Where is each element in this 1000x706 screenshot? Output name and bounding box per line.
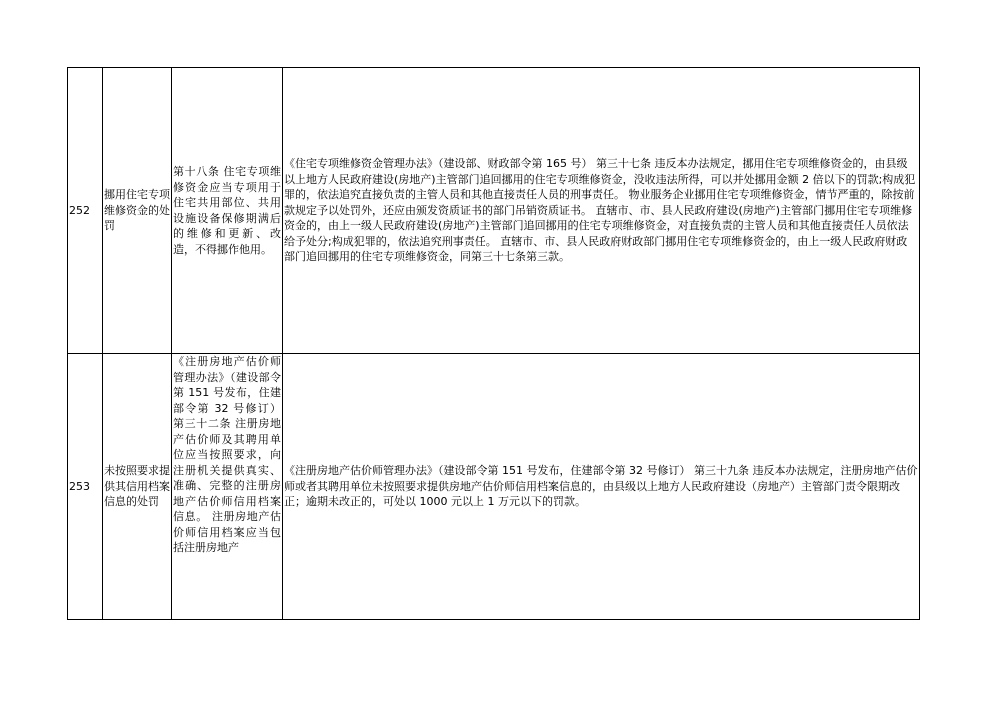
item-name: 未按照要求提供其信用档案信息的处罚 <box>103 354 172 620</box>
penalty-basis: 《住宅专项维修资金管理办法》（建设部、财政部令第 165 号） 第三十七条 违反本办法规定，挪用住宅专项维修资金的，由县级以上地方人民政府建设(房地产)主管部门追回挪用的住宅专项维修资金，没收违法所得，可以并处挪用金额 2 倍以下的罚款;构成犯罪的，依法追究直接负责的主管人员和其他直接责任人员的刑事责任。 物业服务企业挪用住宅专项维修资金，情节严重的，除按前款规定予以处罚外，还应由颁发资质证书的部门吊销资质证书。 直辖市、市、县人民政府建设(房地产)主管部门挪用住宅专项维修资金的，由上一级人民政府建设(房地产)主管部门追回挪用的住宅专项维修资金，对直接负责的主管人员和其他直接责任人员依法给予处分;构成犯罪的，依法追究刑事责任。 直辖市、市、县人民政府财政部门挪用住宅专项维修资金的，由上一级人民政府财政部门追回挪用的住宅专项维修资金，同第三十七条第三款。 <box>283 68 920 354</box>
penalty-items-table <box>67 67 920 620</box>
item-name: 挪用住宅专项维修资金的处罚 <box>103 68 172 354</box>
table-row <box>68 354 920 620</box>
penalty-basis: 《注册房地产估价师管理办法》（建设部令第 151 号发布，住建部令第 32 号修订） 第三十九条 违反本办法规定，注册房地产估价师或者其聘用单位未按照要求提供房地产估价师信用档案信息的，由县级以上地方人民政府建设（房地产）主管部门责令限期改正；逾期未改正的，可处以 1000 元以上 1 万元以下的罚款。 <box>283 354 920 620</box>
row-number: 253 <box>68 354 103 620</box>
row-number: 252 <box>68 68 103 354</box>
legal-basis: 第十八条 住宅专项维修资金应当专项用于住宅共用部位、共用设施设备保修期满后的维修和更新、改造，不得挪作他用。 <box>172 68 283 354</box>
table-row <box>68 68 920 354</box>
legal-basis: 《注册房地产估价师管理办法》（建设部令第 151 号发布，住建部令第 32 号修订） 第三十二条 注册房地产估价师及其聘用单位应当按照要求，向注册机关提供真实、准确、完整的注册房地产估价师信用档案信息。 注册房地产估价师信用档案应当包括注册房地产 <box>172 354 283 620</box>
